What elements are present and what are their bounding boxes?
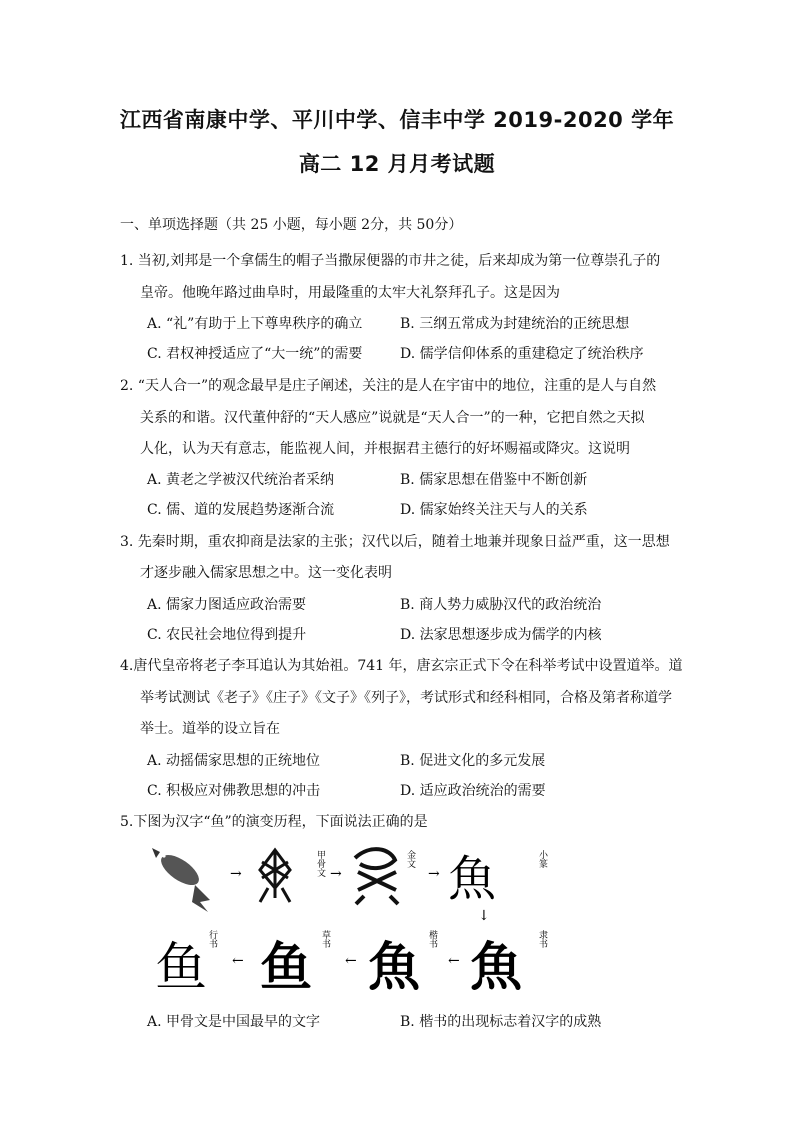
- q1-option-a: A. “礼”有助于上下尊卑秩序的确立: [147, 316, 363, 332]
- q4-stem-line2: 举考试测试《老子》《庄子》《文子》《列子》，考试形式和经科相同，合格及第者称道学: [140, 690, 672, 706]
- q4-option-b: B. 促进文化的多元发展: [400, 753, 546, 769]
- q2-option-a: A. 黄老之学被汉代统治者采纳: [147, 472, 335, 488]
- arrow-4: ←: [232, 953, 244, 969]
- label-bronze: 金文: [405, 850, 415, 868]
- label-seal: 小篆: [537, 850, 547, 868]
- arrow-3: →: [330, 866, 342, 882]
- fish-character-evolution-figure: [150, 840, 560, 1000]
- q5-stem-line1: 5.下图为汉字“鱼”的演变历程，下面说法正确的是: [120, 814, 428, 830]
- label-running: 行书: [207, 930, 217, 948]
- oracle-bone-glyph: [260, 850, 290, 902]
- arrow-6: ←: [448, 953, 460, 969]
- fish-drawing-image: [152, 848, 210, 912]
- label-regular: 楷书: [427, 930, 437, 948]
- q4-option-d: D. 适应政治统治的需要: [400, 783, 546, 799]
- q3-option-d: D. 法家思想逐步成为儒学的内核: [400, 627, 602, 643]
- q1-option-c: C. 君权神授适应了“大一统”的需要: [147, 346, 363, 362]
- q4-option-c: C. 积极应对佛教思想的冲击: [147, 783, 321, 799]
- q4-stem-line3: 举士。道举的设立旨在: [140, 721, 280, 737]
- q3-option-c: C. 农民社会地位得到提升: [147, 627, 307, 643]
- q2-stem-line3: 人化，认为天有意志，能监视人间，并根据君主德行的好坏赐福或降灾。这说明: [140, 441, 630, 457]
- clerical-script-glyph: 魚: [470, 937, 523, 998]
- q1-option-d: D. 儒学信仰体系的重建稳定了统治秩序: [400, 346, 644, 362]
- arrow-1: →: [230, 866, 242, 882]
- label-oracle-bone: 甲骨文: [315, 850, 325, 877]
- title-line-2: 高二 12 月月考试题: [298, 152, 496, 176]
- q4-option-a: A. 动摇儒家思想的正统地位: [147, 753, 321, 769]
- arrow-down: ↓: [478, 908, 490, 924]
- bronze-glyph: [355, 849, 398, 904]
- running-script-glyph: 鱼: [155, 938, 208, 998]
- regular-script-glyph: 魚: [368, 937, 421, 998]
- q3-option-b: B. 商人势力威胁汉代的政治统治: [400, 597, 602, 613]
- q3-option-a: A. 儒家力图适应政治需要: [147, 597, 307, 613]
- label-cursive: 草书: [320, 930, 330, 948]
- q3-stem-line1: 3. 先秦时期，重农抑商是法家的主张；汉代以后，随着土地兼并现象日益严重，这一思想: [120, 534, 670, 550]
- arrow-5: ←: [345, 953, 357, 969]
- q3-stem-line2: 才逐步融入儒家思想之中。这一变化表明: [140, 565, 392, 581]
- q1-stem-line1: 1. 当初,刘邦是一个拿儒生的帽子当撒尿便器的市井之徒，后来却成为第一位尊崇孔子的: [120, 253, 661, 269]
- section-heading: 一、单项选择题（共 25 小题，每小题 2分，共 50分）: [120, 217, 463, 233]
- q1-stem-line2: 皇帝。他晚年路过曲阜时，用最隆重的太牢大礼祭拜孔子。这是因为: [140, 285, 560, 301]
- arrow-2: →: [428, 866, 440, 882]
- q5-option-a: A. 甲骨文是中国最早的文字: [147, 1014, 321, 1030]
- q2-option-c: C. 儒、道的发展趋势逐渐合流: [147, 502, 335, 518]
- label-clerical: 隶书: [537, 930, 547, 948]
- q4-stem-line1: 4.唐代皇帝将老子李耳追认为其始祖。741 年，唐玄宗正式下令在科举考试中设置道举。道: [120, 658, 683, 674]
- title-line-1: 江西省南康中学、平川中学、信丰中学 2019-2020 学年: [119, 108, 675, 132]
- q2-stem-line1: 2. “天人合一”的观念最早是庄子阐述，关注的是人在宇宙中的地位，注重的是人与自然: [120, 378, 657, 394]
- q1-option-b: B. 三纲五常成为封建统治的正统思想: [400, 316, 630, 332]
- q5-option-b: B. 楷书的出现标志着汉字的成熟: [400, 1014, 602, 1030]
- q2-option-d: D. 儒家始终关注天与人的关系: [400, 502, 588, 518]
- cursive-glyph: 鱼: [260, 938, 313, 998]
- seal-script-glyph: 魚: [448, 851, 497, 907]
- q2-stem-line2: 关系的和谐。汉代董仲舒的“天人感应”说就是“天人合一”的一种，它把自然之天拟: [140, 410, 645, 426]
- q2-option-b: B. 儒家思想在借鉴中不断创新: [400, 472, 588, 488]
